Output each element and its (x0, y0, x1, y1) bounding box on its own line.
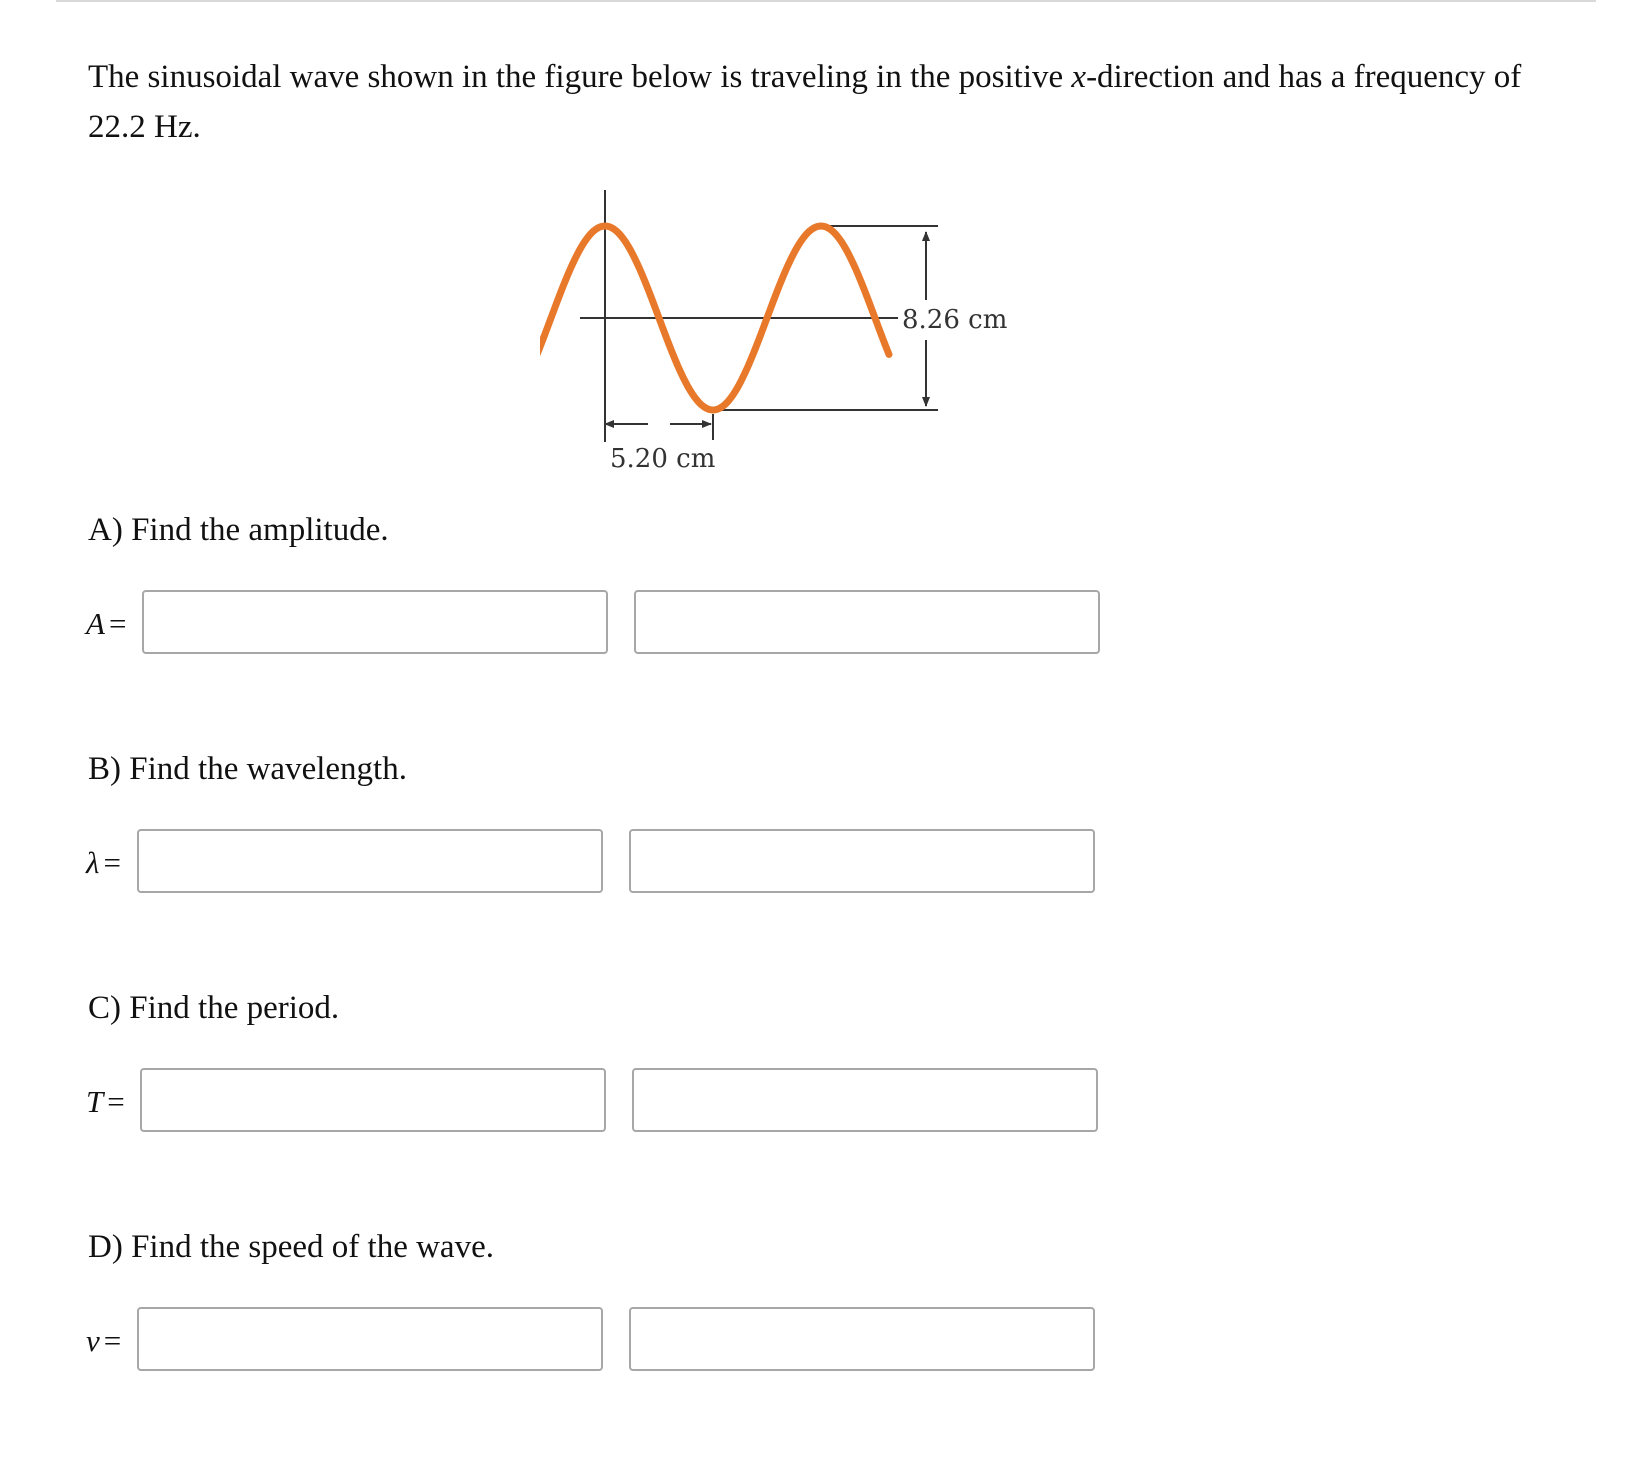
amplitude-label: 8.26 cm (902, 305, 1008, 335)
period-value-input[interactable] (140, 1068, 606, 1132)
question-d-answer-row (86, 1307, 1186, 1375)
question-a-answer-row (86, 590, 1186, 658)
amplitude-unit-input[interactable] (634, 590, 1100, 654)
intro-text-1: The sinusoidal wave shown in the figure below is traveling in the positive (88, 59, 1072, 95)
wavelength-value-input[interactable] (137, 829, 603, 893)
problem-statement (88, 52, 1548, 152)
question-a-title: A) Find the amplitude. (88, 512, 389, 548)
question-d-title: D) Find the speed of the wave. (88, 1229, 494, 1265)
intro-text-2: -direction and has a frequency of 22.2 Hz. (88, 59, 1522, 145)
amplitude-variable: A = (86, 606, 127, 641)
question-b-title: B) Find the wavelength. (88, 751, 407, 787)
speed-variable: v = (86, 1323, 122, 1358)
question-c-title: C) Find the period. (88, 990, 340, 1026)
wave-figure (540, 190, 1100, 500)
question-c-answer-row (86, 1068, 1186, 1136)
top-divider (56, 0, 1596, 2)
period-unit-input[interactable] (632, 1068, 1098, 1132)
wavelength-unit-input[interactable] (629, 829, 1095, 893)
amplitude-value-input[interactable] (142, 590, 608, 654)
question-b-answer-row (86, 829, 1186, 897)
half-wavelength-label: 5.20 cm (610, 444, 716, 474)
speed-value-input[interactable] (137, 1307, 603, 1371)
speed-unit-input[interactable] (629, 1307, 1095, 1371)
intro-variable-x: x (1071, 59, 1087, 95)
wavelength-variable: λ = (86, 845, 121, 880)
period-variable: T = (86, 1084, 125, 1119)
